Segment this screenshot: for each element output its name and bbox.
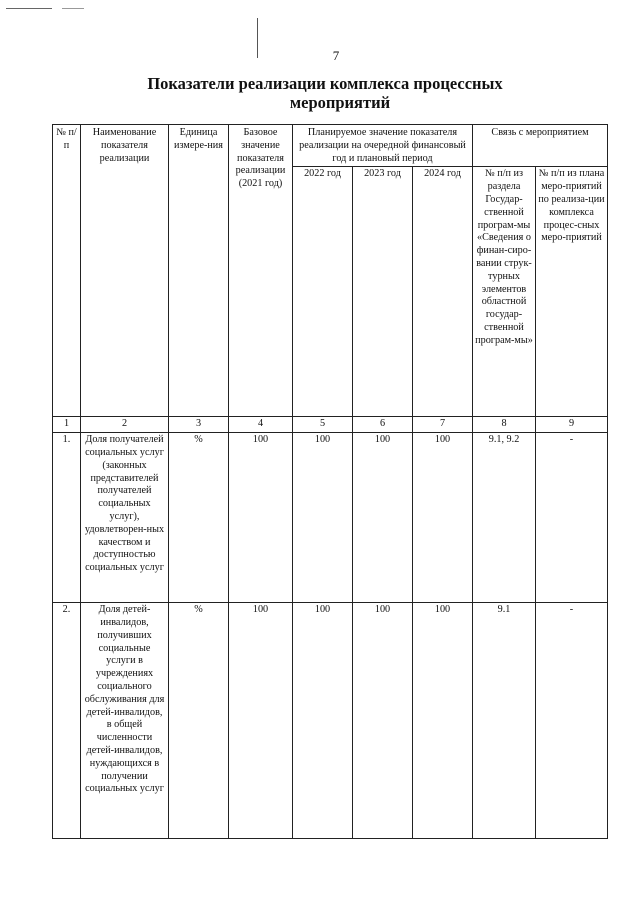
row-number: 1. bbox=[53, 433, 81, 603]
header-num: № п/п bbox=[53, 125, 81, 417]
value-2024: 100 bbox=[413, 433, 473, 603]
column-number: 7 bbox=[413, 417, 473, 433]
value-2022: 100 bbox=[293, 433, 353, 603]
column-number-row bbox=[53, 417, 608, 433]
section-link: 9.1 bbox=[473, 603, 536, 839]
header-link-plan: № п/п из плана меро-приятий по реализа-ции комплекса процес-сных меро-приятий bbox=[536, 167, 608, 417]
header-year-2022: 2022 год bbox=[293, 167, 353, 417]
column-number: 9 bbox=[536, 417, 608, 433]
scan-artifact-line bbox=[6, 8, 52, 9]
column-number: 8 bbox=[473, 417, 536, 433]
value-2024: 100 bbox=[413, 603, 473, 839]
header-base: Базовое значение показателя реализации (2021 год) bbox=[229, 125, 293, 417]
table-row bbox=[53, 603, 608, 839]
row-number: 2. bbox=[53, 603, 81, 839]
indicator-name: Доля получателей социальных услуг (законных представителей получателей социальных услуг), удовлетворен-ных качеством и доступностью социальных услуг bbox=[81, 433, 169, 603]
page-title bbox=[0, 74, 640, 112]
plan-link: - bbox=[536, 603, 608, 839]
section-link: 9.1, 9.2 bbox=[473, 433, 536, 603]
indicators-table bbox=[52, 124, 608, 839]
column-number: 4 bbox=[229, 417, 293, 433]
value-2023: 100 bbox=[353, 433, 413, 603]
header-year-2024: 2024 год bbox=[413, 167, 473, 417]
column-number: 6 bbox=[353, 417, 413, 433]
page-number: 7 bbox=[332, 48, 340, 63]
base-value: 100 bbox=[229, 433, 293, 603]
unit-cell: % bbox=[169, 603, 229, 839]
indicator-name: Доля детей-инвалидов, получивших социальные услуги в учреждениях социального обслуживания для детей-инвалидов, в общей численности детей-инвалидов, нуждающихся в получении социальных услуг bbox=[81, 603, 169, 839]
header-link: Связь с мероприятием bbox=[473, 125, 608, 167]
header-row bbox=[53, 125, 608, 167]
table-row bbox=[53, 433, 608, 603]
header-unit: Единица измере-ния bbox=[169, 125, 229, 417]
column-number: 2 bbox=[81, 417, 169, 433]
column-number: 1 bbox=[53, 417, 81, 433]
column-number: 3 bbox=[169, 417, 229, 433]
header-link-section: № п/п из раздела Государ-ственной програм-мы «Сведения о финан-сиро-вании струк-турных элементов областной государ-ственной програм-мы» bbox=[473, 167, 536, 417]
unit-cell: % bbox=[169, 433, 229, 603]
header-year-2023: 2023 год bbox=[353, 167, 413, 417]
scan-artifact-line bbox=[62, 8, 84, 9]
column-number: 5 bbox=[293, 417, 353, 433]
value-2022: 100 bbox=[293, 603, 353, 839]
title-line-2: мероприятий bbox=[289, 93, 391, 112]
plan-link: - bbox=[536, 433, 608, 603]
title-line-1: Показатели реализации комплекса процессных bbox=[147, 74, 503, 93]
header-name: Наименование показателя реализации bbox=[81, 125, 169, 417]
header-planned: Планируемое значение показателя реализации на очередной финансовый год и плановый период bbox=[293, 125, 473, 167]
base-value: 100 bbox=[229, 603, 293, 839]
value-2023: 100 bbox=[353, 603, 413, 839]
